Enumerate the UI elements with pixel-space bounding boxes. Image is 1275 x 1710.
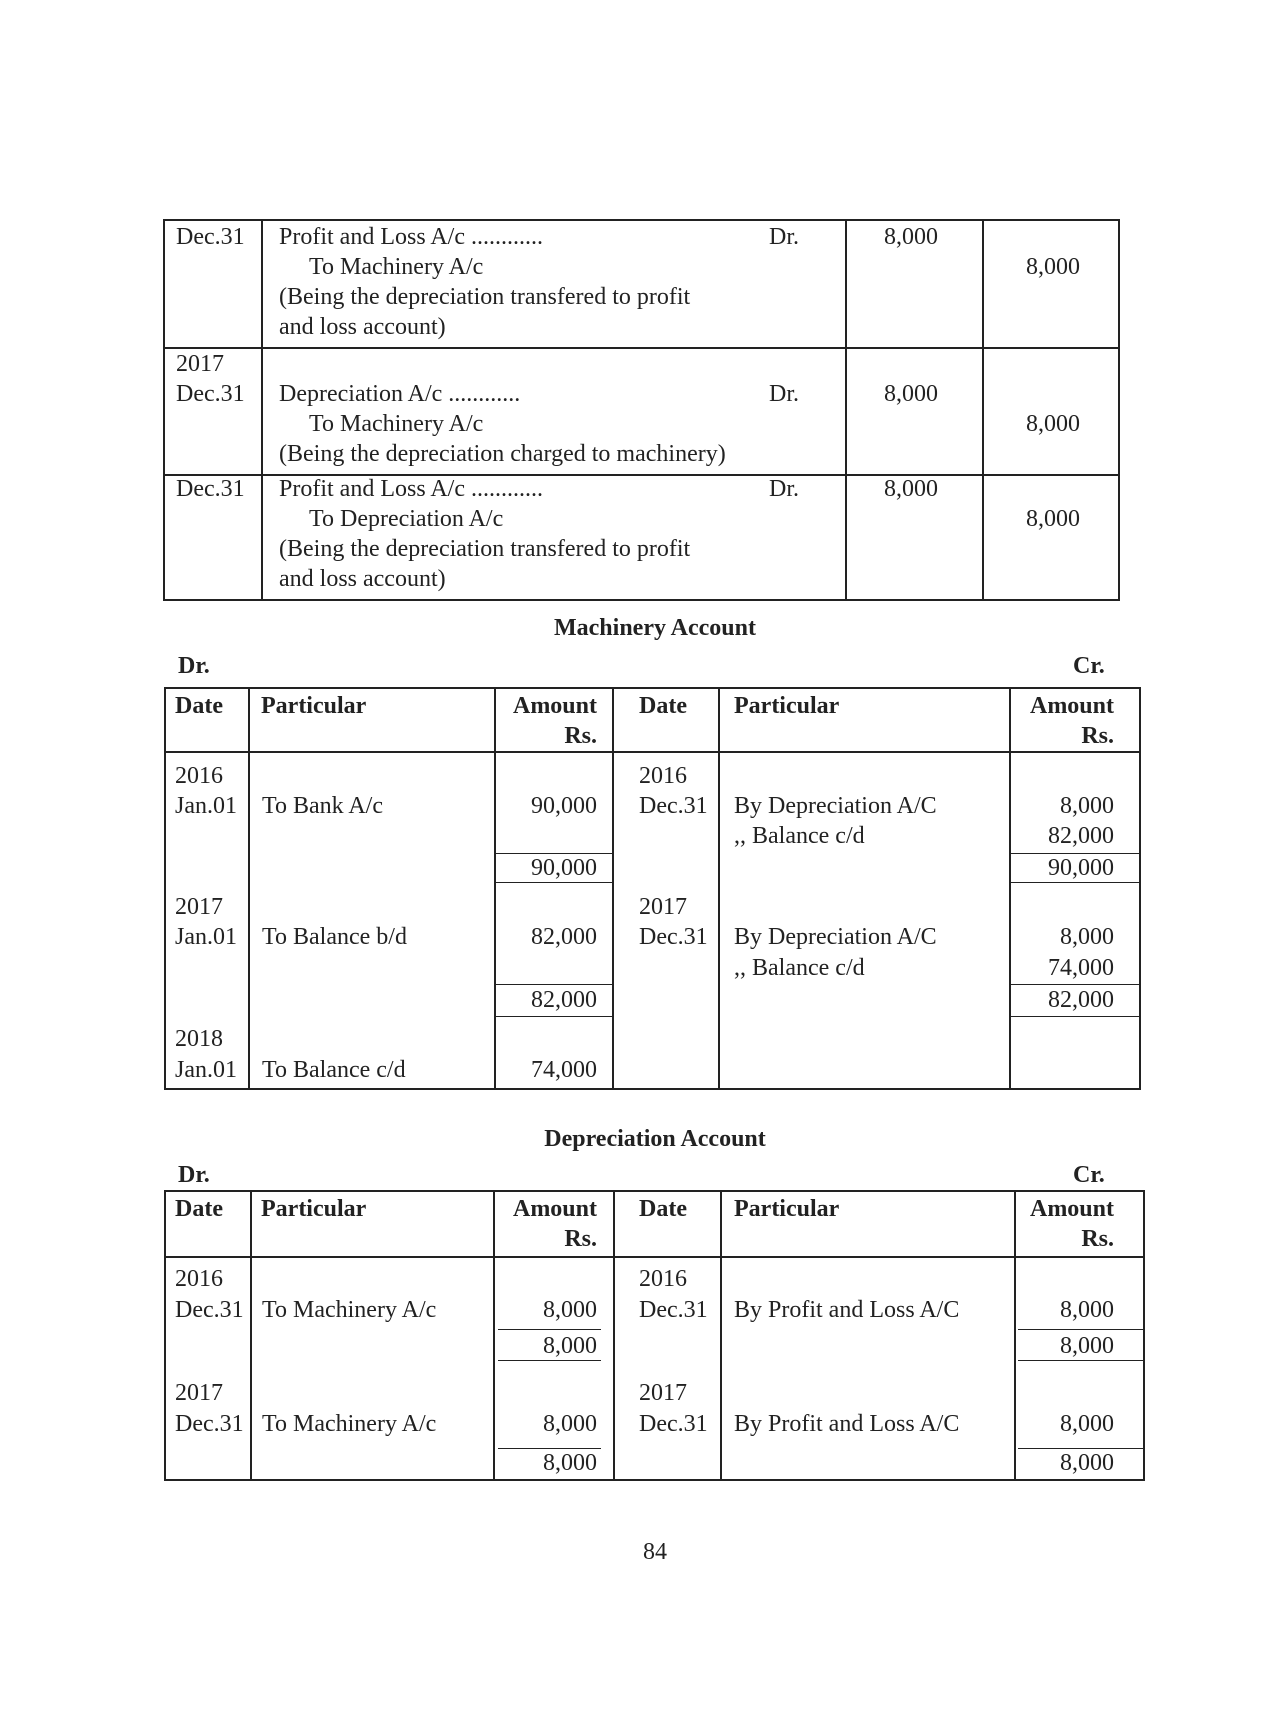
- ledger-column-divider: [718, 687, 720, 1090]
- journal-debit-line: Depreciation A/c ............: [279, 381, 521, 407]
- ledger-total: 90,000: [531, 855, 597, 881]
- ledger-particular: By Depreciation A/C: [734, 793, 937, 819]
- ledger-particular: To Balance b/d: [262, 924, 407, 950]
- ledger-particular: ,, Balance c/d: [734, 823, 865, 849]
- total-rule: [494, 1016, 614, 1017]
- header-amount: Amount: [1029, 693, 1114, 719]
- machinery-cr-label: Cr.: [1073, 653, 1105, 679]
- ledger-column-divider: [248, 687, 250, 1090]
- journal-border: [845, 219, 847, 601]
- journal-border: [163, 599, 1120, 601]
- ledger-date: Dec.31: [175, 1411, 244, 1437]
- journal-dr-label: Dr.: [769, 224, 799, 250]
- journal-narration: (Being the depreciation charged to machinery): [279, 441, 726, 467]
- ledger-border: [1143, 1190, 1145, 1481]
- ledger-total: 90,000: [1048, 855, 1114, 881]
- ledger-column-divider: [613, 1190, 615, 1481]
- header-date: Date: [175, 693, 223, 719]
- header-date: Date: [175, 1196, 223, 1222]
- ledger-year: 2016: [175, 1266, 223, 1292]
- journal-border: [163, 219, 1120, 221]
- ledger-amount: 8,000: [1060, 1297, 1114, 1323]
- ledger-particular: To Bank A/c: [262, 793, 383, 819]
- journal-debit-amount: 8,000: [884, 224, 938, 250]
- ledger-date: Dec.31: [639, 1411, 708, 1437]
- ledger-header-divider: [164, 1256, 1145, 1258]
- ledger-border: [164, 1088, 1141, 1090]
- ledger-total: 8,000: [543, 1450, 597, 1476]
- total-rule: [1018, 1329, 1143, 1330]
- journal-dr-label: Dr.: [769, 381, 799, 407]
- ledger-total: 82,000: [1048, 987, 1114, 1013]
- header-date: Date: [639, 693, 687, 719]
- ledger-amount: 8,000: [1060, 1411, 1114, 1437]
- ledger-header-divider: [164, 751, 1141, 753]
- ledger-border: [164, 687, 166, 1090]
- journal-narration: and loss account): [279, 314, 446, 340]
- journal-credit-amount: 8,000: [1026, 254, 1080, 280]
- ledger-date: Dec.31: [639, 924, 708, 950]
- header-rs: Rs.: [1081, 1226, 1114, 1252]
- journal-debit-line: Profit and Loss A/c ............: [279, 476, 543, 502]
- ledger-total: 82,000: [531, 987, 597, 1013]
- header-amount: Amount: [512, 693, 597, 719]
- ledger-date: Jan.01: [175, 793, 237, 819]
- ledger-total: 8,000: [1060, 1450, 1114, 1476]
- ledger-particular: By Depreciation A/C: [734, 924, 937, 950]
- ledger-column-divider: [720, 1190, 722, 1481]
- ledger-amount: 8,000: [1060, 793, 1114, 819]
- ledger-date: Dec.31: [175, 1297, 244, 1323]
- ledger-border: [164, 1479, 1145, 1481]
- header-particular: Particular: [734, 1196, 840, 1222]
- ledger-date: Dec.31: [639, 793, 708, 819]
- header-particular: Particular: [261, 693, 367, 719]
- ledger-total: 8,000: [543, 1333, 597, 1359]
- ledger-particular: To Machinery A/c: [262, 1297, 437, 1323]
- journal-date: Dec.31: [176, 224, 245, 250]
- journal-debit-amount: 8,000: [884, 476, 938, 502]
- journal-credit-line: To Machinery A/c: [309, 411, 484, 437]
- ledger-year: 2016: [175, 763, 223, 789]
- ledger-year: 2016: [639, 1266, 687, 1292]
- journal-credit-line: To Depreciation A/c: [309, 506, 504, 532]
- journal-narration: (Being the depreciation transfered to profit: [279, 284, 691, 310]
- journal-narration: (Being the depreciation transfered to profit: [279, 536, 691, 562]
- ledger-particular: By Profit and Loss A/C: [734, 1411, 960, 1437]
- journal-border: [163, 219, 165, 601]
- header-amount: Amount: [1029, 1196, 1114, 1222]
- header-rs: Rs.: [564, 1226, 597, 1252]
- journal-credit-amount: 8,000: [1026, 506, 1080, 532]
- ledger-amount: 74,000: [1048, 955, 1114, 981]
- ledger-year: 2017: [639, 1380, 687, 1406]
- depreciation-dr-label: Dr.: [178, 1162, 210, 1188]
- ledger-particular: To Balance c/d: [262, 1057, 406, 1083]
- journal-year: 2017: [176, 351, 224, 377]
- journal-debit-line: Profit and Loss A/c ............: [279, 224, 543, 250]
- ledger-amount: 74,000: [531, 1057, 597, 1083]
- ledger-date: Jan.01: [175, 924, 237, 950]
- ledger-amount: 90,000: [531, 793, 597, 819]
- ledger-particular: ,, Balance c/d: [734, 955, 865, 981]
- header-amount: Amount: [512, 1196, 597, 1222]
- ledger-particular: By Profit and Loss A/C: [734, 1297, 960, 1323]
- ledger-year: 2017: [175, 894, 223, 920]
- ledger-amount: 8,000: [1060, 924, 1114, 950]
- journal-border: [982, 219, 984, 601]
- depreciation-cr-label: Cr.: [1073, 1162, 1105, 1188]
- machinery-title: Machinery Account: [554, 615, 756, 641]
- journal-debit-amount: 8,000: [884, 381, 938, 407]
- depreciation-title: Depreciation Account: [544, 1126, 766, 1152]
- page-number: 84: [643, 1539, 667, 1565]
- journal-row-divider: [163, 347, 1120, 349]
- ledger-year: 2017: [175, 1380, 223, 1406]
- header-rs: Rs.: [564, 723, 597, 749]
- ledger-date: Dec.31: [639, 1297, 708, 1323]
- header-rs: Rs.: [1081, 723, 1114, 749]
- ledger-amount: 8,000: [543, 1297, 597, 1323]
- ledger-border: [164, 1190, 1145, 1192]
- journal-credit-line: To Machinery A/c: [309, 254, 484, 280]
- journal-date: Dec.31: [176, 381, 245, 407]
- ledger-particular: To Machinery A/c: [262, 1411, 437, 1437]
- ledger-amount: 8,000: [543, 1411, 597, 1437]
- ledger-amount: 82,000: [1048, 823, 1114, 849]
- journal-credit-amount: 8,000: [1026, 411, 1080, 437]
- header-particular: Particular: [261, 1196, 367, 1222]
- journal-border: [261, 219, 263, 601]
- ledger-year: 2018: [175, 1026, 223, 1052]
- ledger-amount: 82,000: [531, 924, 597, 950]
- ledger-year: 2016: [639, 763, 687, 789]
- ledger-total: 8,000: [1060, 1333, 1114, 1359]
- journal-dr-label: Dr.: [769, 476, 799, 502]
- journal-border: [1118, 219, 1120, 601]
- ledger-border: [1139, 687, 1141, 1090]
- ledger-border: [164, 687, 1141, 689]
- total-rule: [498, 1329, 601, 1330]
- ledger-column-divider: [250, 1190, 252, 1481]
- ledger-column-divider: [612, 687, 614, 1090]
- journal-date: Dec.31: [176, 476, 245, 502]
- total-rule: [1009, 1016, 1141, 1017]
- ledger-date: Jan.01: [175, 1057, 237, 1083]
- header-particular: Particular: [734, 693, 840, 719]
- journal-narration: and loss account): [279, 566, 446, 592]
- header-date: Date: [639, 1196, 687, 1222]
- ledger-year: 2017: [639, 894, 687, 920]
- ledger-border: [164, 1190, 166, 1481]
- machinery-dr-label: Dr.: [178, 653, 210, 679]
